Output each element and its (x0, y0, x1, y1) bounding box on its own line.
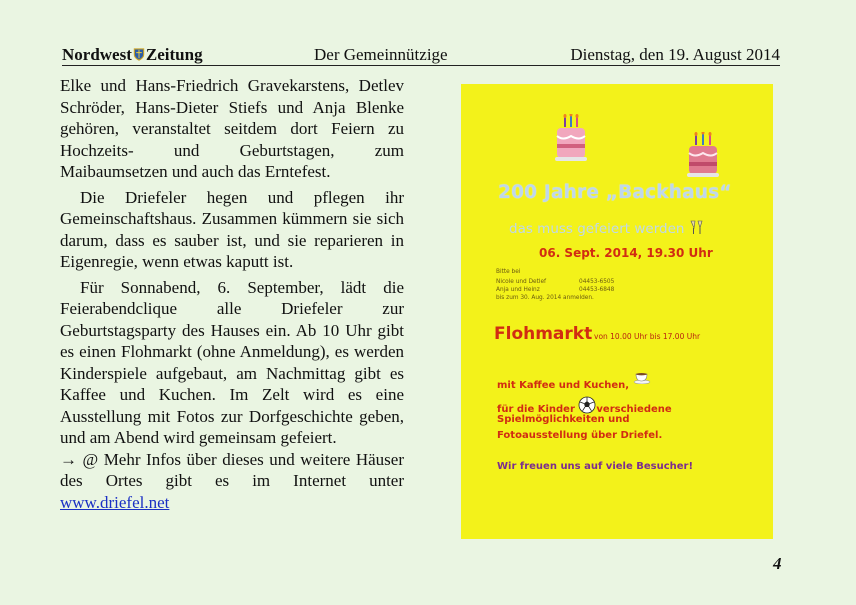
kaffee-line: mit Kaffee und Kuchen, (497, 372, 651, 391)
website-link[interactable]: www.driefel.net (60, 492, 170, 512)
brand-left: Nordwest (62, 45, 132, 64)
foto-line: Fotoausstellung über Driefel. (497, 430, 663, 441)
kinder-line: für die Kinder verschiedene (497, 396, 672, 415)
champagne-icon (689, 220, 703, 236)
poster-title: 200 Jahre „Backhaus“ (498, 182, 732, 203)
flohmarkt-heading: Flohmarkt (494, 324, 593, 344)
coffee-cup-icon (633, 372, 651, 384)
paragraph-3: Für Sonnabend, 6. September, lädt die Feierabendclique alle Driefeler zur Geburtstagsparty des Hauses ein. Ab 10 Uhr gibt es einen Flohmarkt (ohne Anmeldung), es werden Kinderspiele aufgebaut, am Nachmittag gibt es Kaffee und Kuchen. Im Zelt wird es eine Ausstellung mit Fotos zur Dorfgeschichte geben, und am Abend wird gemeinsam gefeiert. (60, 277, 404, 447)
spiel-line: Spielmöglichkeiten und (497, 414, 630, 425)
newspaper-logo (62, 45, 203, 65)
page-number: 4 (773, 554, 782, 573)
contact-name-1: Nicole und Detlef (496, 279, 547, 285)
contact-intro: Bitte bei (496, 269, 521, 275)
brand-right: Zeitung (145, 45, 203, 64)
crest-icon (133, 48, 145, 61)
paragraph-2: Die Driefeler hegen und pflegen ihr Gemeinschaftshaus. Zusammen kümmern sie sich darum, dass es sauber ist, und sie reparieren in Eigenregie, wenn etwas kaputt ist. (60, 187, 404, 271)
issue-date: Dienstag, den 19. August 2014 (570, 45, 780, 64)
paragraph-1: Elke und Hans-Friedrich Gravekarstens, Detlev Schröder, Hans-Dieter Stiefs und Anja Blenke gehören, veranstaltet seitdem dort Feiern zu Hochzeits- und Geburtstagen, zum Maibaumsetzen und auch das Erntefest. (60, 76, 404, 181)
contact-name-2: Anja und Heinz (496, 287, 540, 293)
birthday-cake-icon-2 (687, 132, 719, 178)
contact-phone-2: 04453-6848 (579, 287, 615, 293)
more-info-text: → @ Mehr Infos über dieses und weitere Häuser des Ortes gibt es im Internet unter (60, 449, 404, 490)
poster-subtitle: das muss gefeiert werden (509, 220, 703, 237)
article-body (60, 75, 404, 513)
page-header (62, 45, 780, 66)
flohmarkt-time: von 10.00 Uhr bis 17.00 Uhr (594, 332, 701, 341)
closing-line: Wir freuen uns auf viele Besucher! (497, 461, 694, 472)
section-title: Der Gemeinnützige (314, 45, 448, 64)
paragraph-4 (60, 449, 404, 514)
contact-deadline: bis zum 30. Aug. 2014 anmelden. (496, 295, 594, 301)
contact-phone-1: 04453-6505 (579, 279, 615, 285)
soccer-ball-icon (578, 396, 596, 414)
event-poster (461, 84, 773, 539)
event-datetime: 06. Sept. 2014, 19.30 Uhr (539, 246, 713, 260)
birthday-cake-icon (555, 114, 587, 162)
